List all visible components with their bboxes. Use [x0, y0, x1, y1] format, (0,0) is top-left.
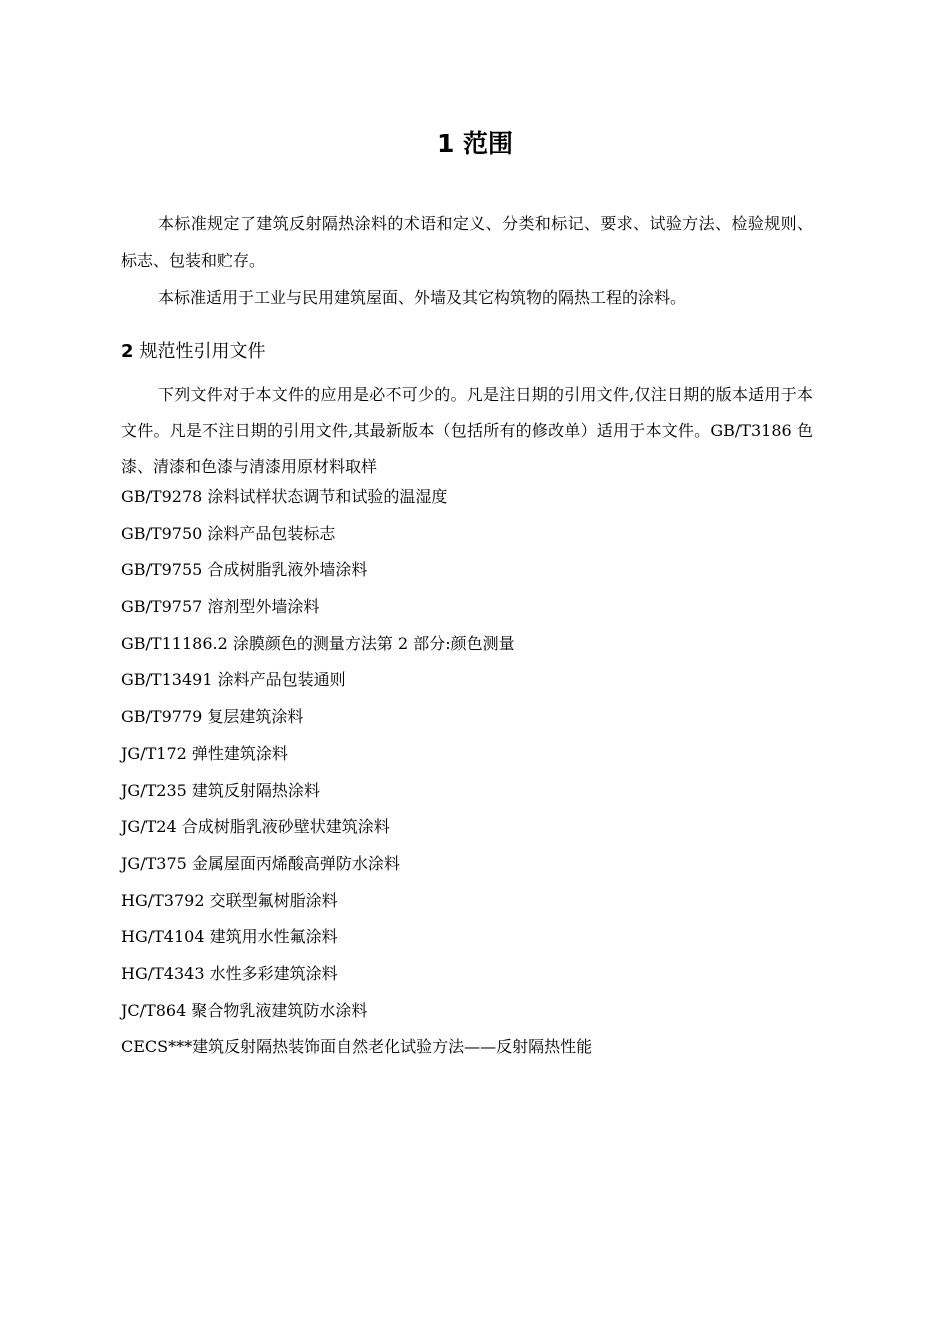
- reference-item: HG/T3792 交联型氟树脂涂料: [121, 890, 338, 910]
- reference-item: GB/T13491 涂料产品包装通则: [121, 670, 346, 690]
- chapter-title: 1 范围: [436, 129, 514, 158]
- references-intro: 下列文件对于本文件的应用是必不可少的。凡是注日期的引用文件,仅注日期的版本适用于本文件。凡是不注日期的引用文件,其最新版本（包括所有的修改单）适用于本文件。GB/T3186 色漆、清漆和色漆与清漆用原材料取样: [121, 385, 813, 476]
- reference-item: HG/T4104 建筑用水性氟涂料: [121, 927, 338, 947]
- reference-item: GB/T9757 溶剂型外墙涂料: [121, 597, 320, 617]
- reference-item: GB/T9779 复层建筑涂料: [121, 707, 304, 727]
- scope-paragraph: 本标准规定了建筑反射隔热涂料的术语和定义、分类和标记、要求、试验方法、检验规则、标志、包装和贮存。: [121, 214, 813, 270]
- reference-item: JG/T172 弹性建筑涂料: [121, 743, 288, 763]
- reference-item: JG/T24 合成树脂乳液砂壁状建筑涂料: [121, 817, 390, 837]
- scope-section: [121, 205, 813, 316]
- reference-item: CECS***建筑反射隔热装饰面自然老化试验方法——反射隔热性能: [121, 1037, 593, 1057]
- reference-item: JG/T235 建筑反射隔热涂料: [121, 780, 320, 800]
- section-title: 规范性引用文件: [139, 341, 266, 362]
- reference-item: GB/T9755 合成树脂乳液外墙涂料: [121, 560, 368, 580]
- reference-list: [121, 479, 821, 1066]
- scope-paragraph: 本标准适用于工业与民用建筑屋面、外墙及其它构筑物的隔热工程的涂料。: [158, 288, 687, 307]
- section-number: 2: [121, 341, 134, 362]
- section-heading: [121, 336, 266, 368]
- reference-item: GB/T11186.2 涂膜颜色的测量方法第 2 部分:颜色测量: [121, 633, 515, 653]
- reference-item: JG/T375 金属屋面丙烯酸高弹防水涂料: [121, 853, 400, 873]
- reference-item: GB/T9278 涂料试样状态调节和试验的温湿度: [121, 487, 448, 506]
- reference-item: HG/T4343 水性多彩建筑涂料: [121, 963, 338, 983]
- reference-item: JC/T864 聚合物乳液建筑防水涂料: [121, 1000, 368, 1020]
- reference-item: GB/T9750 涂料产品包装标志: [121, 523, 336, 543]
